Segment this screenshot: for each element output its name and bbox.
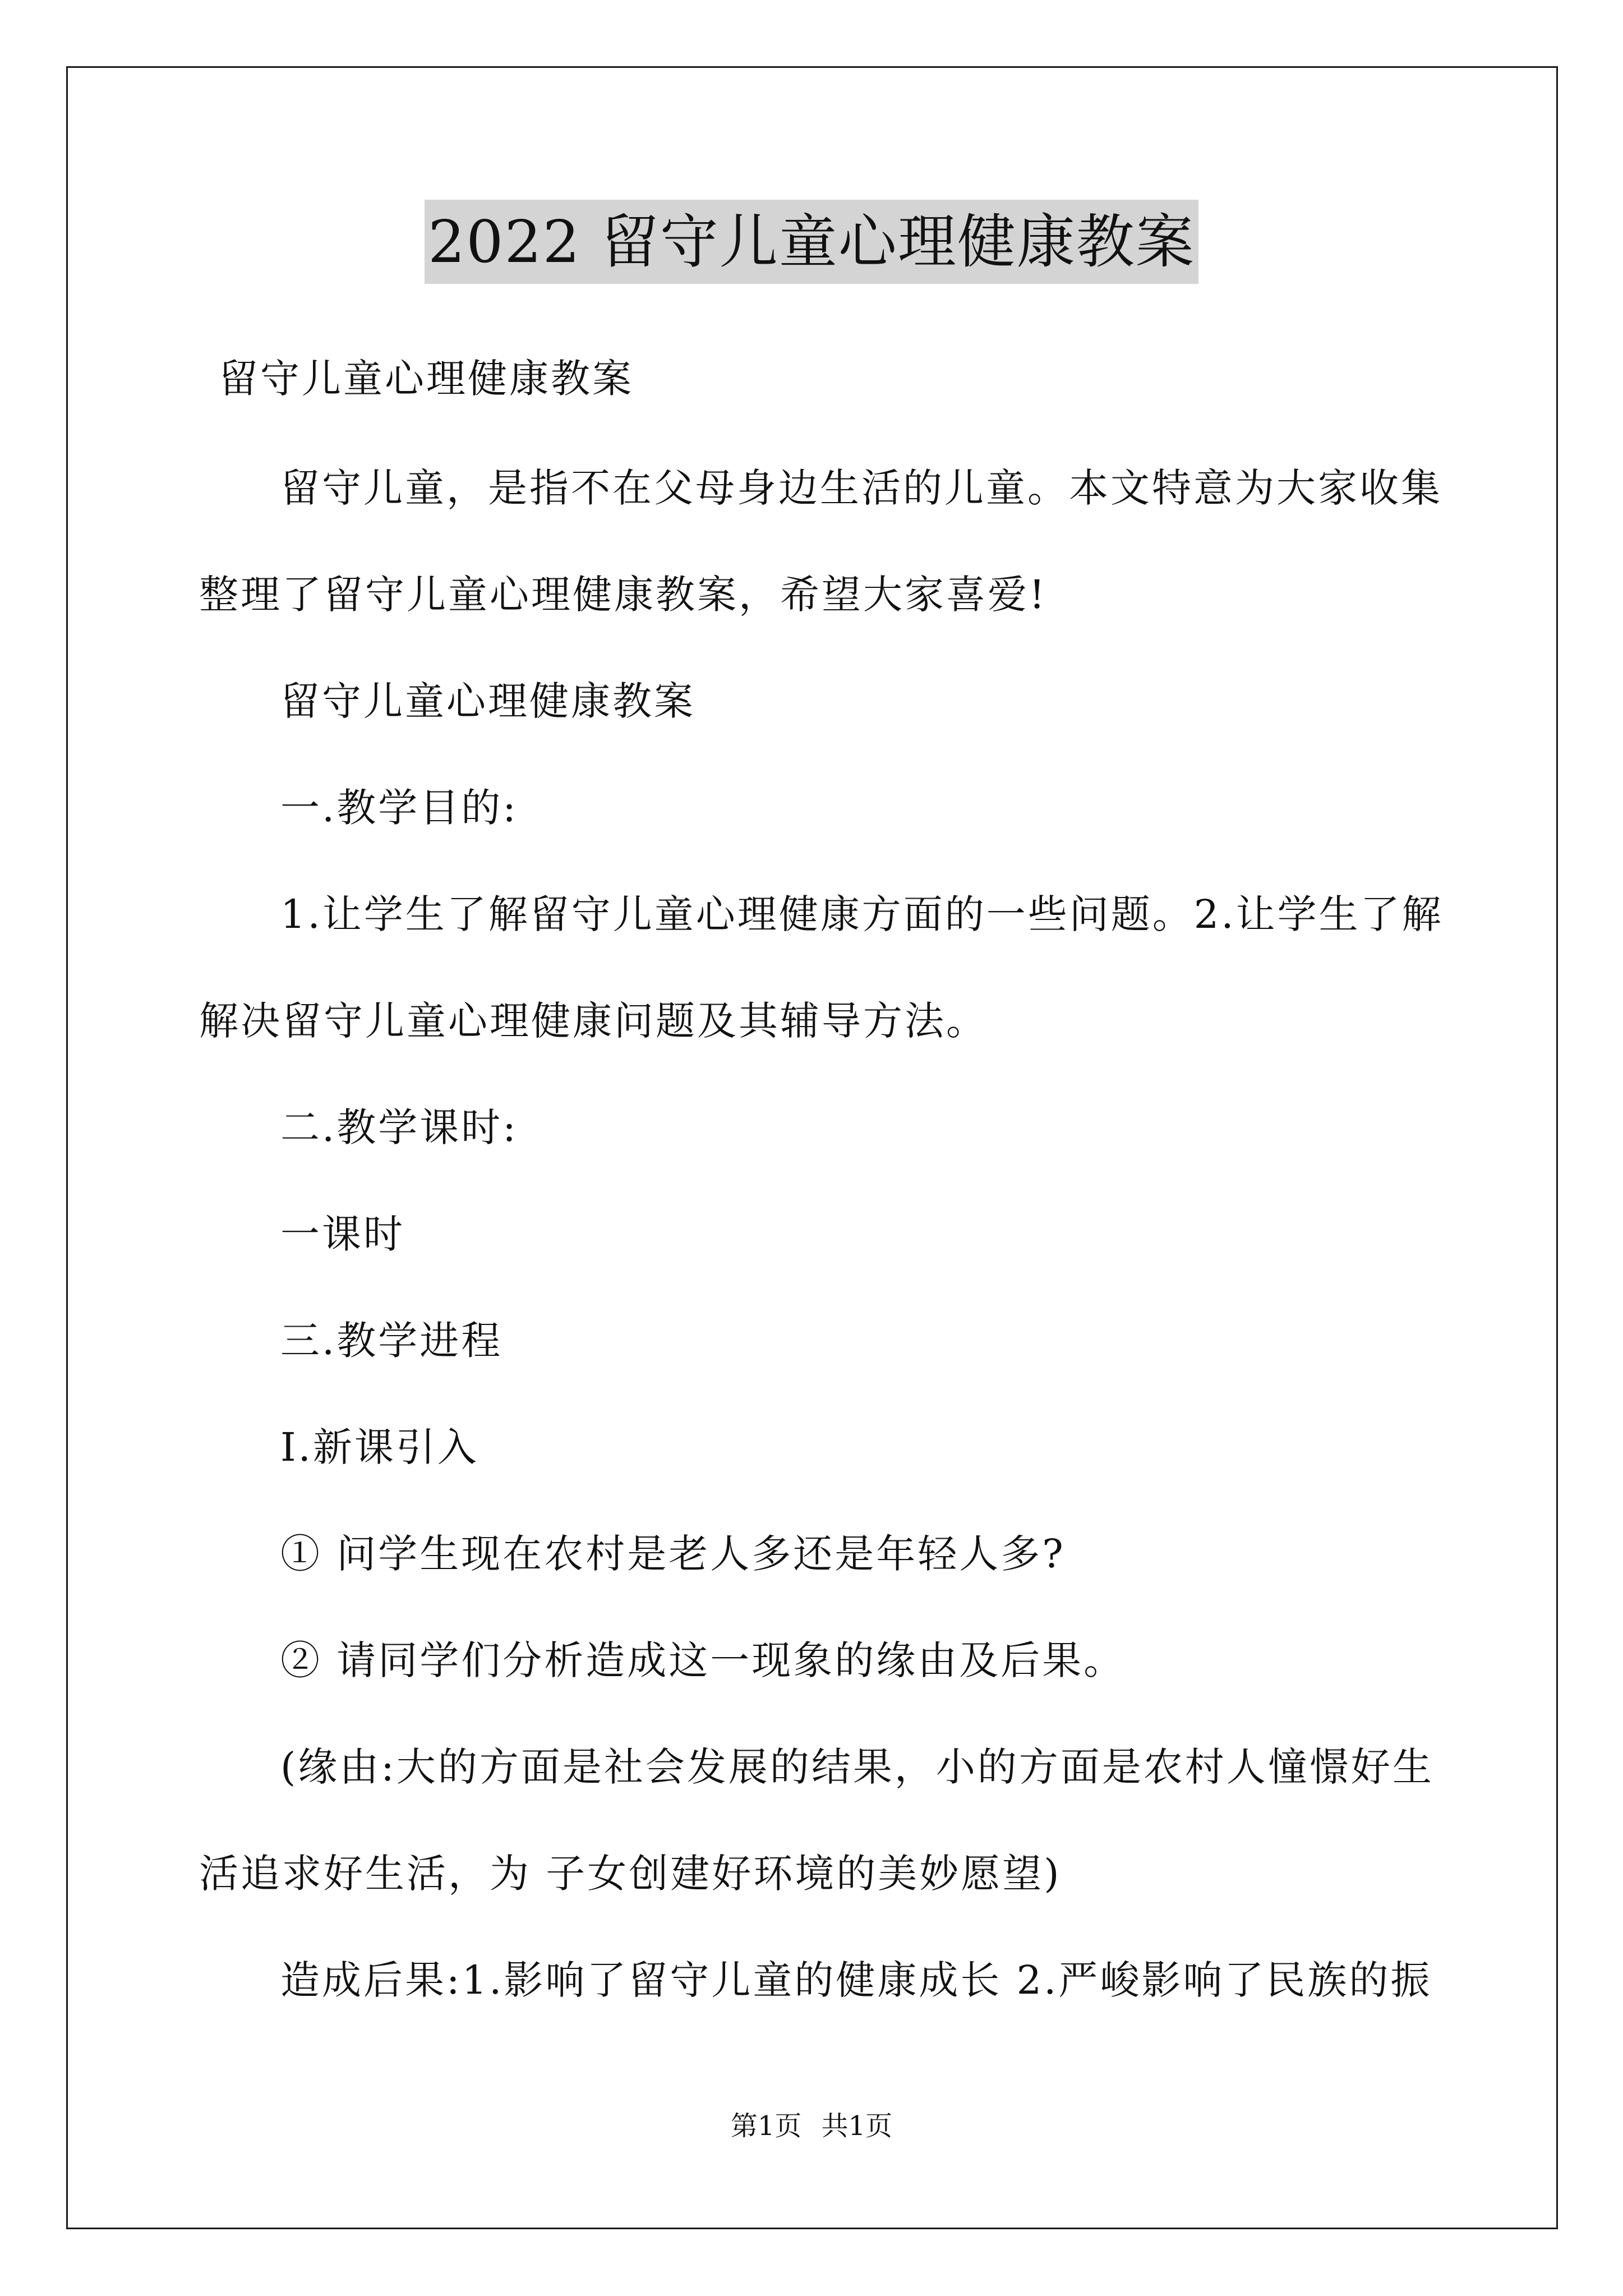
section-heading: 二.教学课时: [280,1105,518,1151]
list-item: ① 问学生现在农村是老人多还是年轻人多? [280,1531,1066,1577]
section-heading: 三.教学进程 [280,1318,503,1364]
body-line: 留守儿童，是指不在父母身边生活的儿童。本文特意为大家收集 [280,465,1442,511]
body-line: 活追求好生活，为 子女创建好环境的美妙愿望) [199,1851,1062,1897]
section-heading: 一.教学目的: [280,785,518,831]
subsection-heading: Ⅰ.新课引入 [280,1424,479,1470]
list-item: ② 请同学们分析造成这一现象的缘由及后果。 [280,1637,1126,1683]
body-line: 整理了留守儿童心理健康教案，希望大家喜爱! [199,572,1048,618]
body-line: 一课时 [280,1211,405,1257]
title-container [0,200,1623,284]
document-title: 2022 留守儿童心理健康教案 [425,200,1198,284]
page-total: 共1页 [821,2110,893,2142]
body-line: 造成后果:1.影响了留守儿童的健康成长 2.严峻影响了民族的振 [280,1957,1432,2003]
body-line: 解决留守儿童心理健康问题及其辅导方法。 [199,998,988,1044]
body-line: 留守儿童心理健康教案 [219,356,634,402]
body-line: (缘由:大的方面是社会发展的结果，小的方面是农村人憧憬好生 [280,1744,1434,1790]
page-number: 第1页 [730,2110,802,2142]
body-line: 留守儿童心理健康教案 [280,678,695,724]
body-line: 1.让学生了解留守儿童心理健康方面的一些问题。2.让学生了解 [280,891,1444,937]
page-footer [0,2109,1623,2143]
